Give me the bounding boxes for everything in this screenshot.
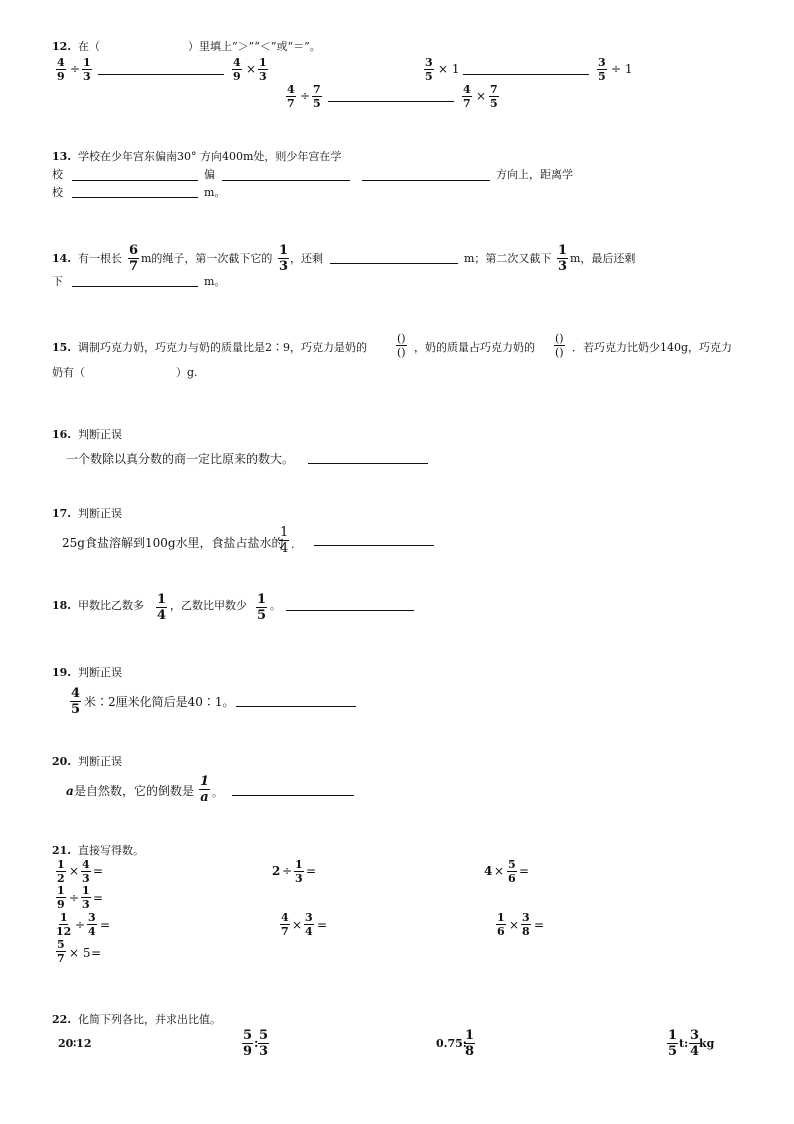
q12-c-fraction-2: $\frac{7}{5}$ <box>313 83 321 110</box>
q20-variable: a <box>66 784 74 798</box>
q16-answer-blank[interactable] <box>308 463 428 464</box>
q21-item4-operator: ÷ <box>69 891 80 905</box>
q21-item7-operator: × <box>509 918 520 932</box>
q14-text-5: m，最后还剩 <box>570 252 636 265</box>
q20-fraction: $\frac{1}{a}$ <box>200 774 210 805</box>
q12-prompt-end: ）里填上“＞”“＜”或“＝”。 <box>188 40 321 53</box>
q19-number: 19. <box>52 666 72 679</box>
q14-line2-end: m。 <box>204 275 226 288</box>
q12-number: 12. <box>52 40 72 53</box>
q17-fraction: $\frac{1}{4}$ <box>280 525 289 556</box>
q13-answer-blank-2[interactable] <box>222 180 350 181</box>
q12-a-fraction-1: $\frac{4}{9}$ <box>57 56 65 83</box>
q19-statement: 米∶2厘米化简后是40∶1。 <box>84 695 235 709</box>
q17-statement: 25g食盐溶解到100g水里，食盐占盐水的 <box>62 536 284 550</box>
q17-answer-blank[interactable] <box>314 545 434 546</box>
q13-answer-blank-4[interactable] <box>72 197 198 198</box>
q21-number: 21. <box>52 844 72 857</box>
q21-item1-fraction-b: $\frac{4}{3}$ <box>82 858 90 885</box>
q12-b-operator-1: × 1 <box>438 62 460 76</box>
q20-end: 。 <box>212 786 223 799</box>
q13-text-line1: 学校在少年宫东偏南30° 方向400m处，则少年宫在学 <box>78 150 342 163</box>
q16-number: 16. <box>52 428 72 441</box>
q22-ratio2-fraction-b: $\frac{5}{3}$ <box>259 1028 269 1059</box>
q22-ratio2-separator: : <box>254 1036 259 1050</box>
q14-text-3: ，还剩 <box>290 252 323 265</box>
q21-item6-fraction-b: $\frac{3}{4}$ <box>305 911 313 938</box>
q17-number: 17. <box>52 507 72 520</box>
q19-answer-blank[interactable] <box>236 706 356 707</box>
q15-text-2: ，奶的质量占巧克力奶的 <box>414 341 535 354</box>
q15-text-1: 调制巧克力奶，巧克力与奶的质量比是2∶9，巧克力是奶的 <box>78 341 367 354</box>
q12-b-operator-2: ÷ 1 <box>611 62 633 76</box>
q17-end: . <box>291 538 295 551</box>
q12-answer-blank-3[interactable] <box>328 101 454 102</box>
q22-title: 化简下列各比，并求出比值。 <box>78 1013 221 1026</box>
q14-length-fraction: $\frac{6}{7}$ <box>129 243 139 274</box>
q12-c-operator-1: ÷ <box>300 89 311 103</box>
q21-item6-equals: = <box>317 918 328 932</box>
q21-item4-fraction-b: $\frac{1}{3}$ <box>82 884 90 911</box>
q21-item8-operator: × 5 <box>69 946 91 960</box>
q18-answer-blank[interactable] <box>286 610 414 611</box>
q15-line2-end: ）g. <box>176 366 198 379</box>
q18-text-1: 甲数比乙数多 <box>78 599 144 612</box>
q12-c-operator-2: × <box>476 89 487 103</box>
q17-title: 判断正误 <box>78 507 122 520</box>
q16-statement: 一个数除以真分数的商一定比原来的数大。 <box>66 452 295 466</box>
q19-title: 判断正误 <box>78 666 122 679</box>
q12-c-fraction-1: $\frac{4}{7}$ <box>287 83 295 110</box>
q21-item4-equals: = <box>93 891 104 905</box>
q14-text-4: m；第二次又截下 <box>464 252 552 265</box>
q15-line2-start: 奶有（ <box>52 366 85 379</box>
q12-a-fraction-4: $\frac{1}{3}$ <box>259 56 267 83</box>
q13-text-line2-start: 校 <box>52 168 63 181</box>
q22-ratio4-fraction-b: $\frac{3}{4}$ <box>690 1028 700 1059</box>
q21-item5-operator: ÷ <box>75 918 86 932</box>
q21-title: 直接写得数。 <box>78 844 144 857</box>
q13-text-line3-start: 校 <box>52 186 63 199</box>
q15-fraction-blank-1[interactable]: () () <box>397 332 406 359</box>
q22-ratio-1: 20∶12 <box>58 1037 92 1050</box>
q20-number: 20. <box>52 755 72 768</box>
q22-ratio3-fraction: $\frac{1}{8}$ <box>465 1028 475 1059</box>
q19-fraction: $\frac{4}{5}$ <box>71 686 81 717</box>
q21-item1-fraction-a: $\frac{1}{2}$ <box>57 858 65 885</box>
q21-item4-fraction-a: $\frac{1}{9}$ <box>57 884 65 911</box>
q22-ratio4-unit-1: t: <box>679 1037 689 1050</box>
q22-ratio4-fraction-a: $\frac{1}{5}$ <box>668 1028 678 1059</box>
q21-item2-fraction: $\frac{1}{3}$ <box>295 858 303 885</box>
q21-item1-equals: = <box>93 864 104 878</box>
q12-answer-blank-2[interactable] <box>463 74 589 75</box>
q21-item5-fraction-a: $\frac{1}{12}$ <box>56 911 72 938</box>
q20-answer-blank[interactable] <box>232 795 354 796</box>
q21-item3-fraction: $\frac{5}{6}$ <box>508 858 516 885</box>
q18-text-3: 。 <box>270 599 281 612</box>
q13-number: 13. <box>52 150 72 163</box>
q15-text-3: ．若巧克力比奶少140g，巧克力 <box>572 341 733 354</box>
q12-prompt-start: 在（ <box>78 40 100 53</box>
q21-item3-equals: = <box>519 864 530 878</box>
q21-item8-fraction: $\frac{5}{7}$ <box>57 938 65 965</box>
q21-item7-equals: = <box>534 918 545 932</box>
q12-c-fraction-3: $\frac{4}{7}$ <box>463 83 471 110</box>
q22-number: 22. <box>52 1013 72 1026</box>
q14-answer-blank-2[interactable] <box>72 286 198 287</box>
q13-text-line2-end: 方向上，距离学 <box>496 168 573 181</box>
q14-text-1: 有一根长 <box>78 252 122 265</box>
q12-c-fraction-4: $\frac{7}{5}$ <box>490 83 498 110</box>
q21-item2-equals: = <box>306 864 317 878</box>
q22-ratio3-whole: 0.75: <box>436 1037 467 1050</box>
q21-item3-whole: 4 <box>484 864 493 878</box>
q14-second-cut-fraction: $\frac{1}{3}$ <box>558 243 568 274</box>
q14-number: 14. <box>52 252 72 265</box>
q15-fraction-blank-2[interactable]: () () <box>555 332 564 359</box>
q12-b-fraction-2: $\frac{3}{5}$ <box>598 56 606 83</box>
q14-answer-blank-1[interactable] <box>330 263 458 264</box>
q12-a-operator-2: × <box>246 62 257 76</box>
q21-item2-operator: ÷ <box>282 864 293 878</box>
q12-a-fraction-3: $\frac{4}{9}$ <box>233 56 241 83</box>
q21-item8-equals: = <box>91 946 102 960</box>
q20-title: 判断正误 <box>78 755 122 768</box>
q21-item2-whole: 2 <box>272 864 281 878</box>
q12-b-fraction-1: $\frac{3}{5}$ <box>425 56 433 83</box>
q13-answer-blank-3[interactable] <box>362 180 490 181</box>
q13-answer-blank-1[interactable] <box>72 180 198 181</box>
q21-item1-operator: × <box>69 864 80 878</box>
q14-text-2: m的绳子，第一次截下它的 <box>141 252 273 265</box>
q22-ratio2-fraction-a: $\frac{5}{9}$ <box>243 1028 253 1059</box>
q20-statement: 是自然数，它的倒数是 <box>74 784 195 798</box>
q16-title: 判断正误 <box>78 428 122 441</box>
q21-item7-fraction-a: $\frac{1}{6}$ <box>497 911 505 938</box>
q21-item6-fraction-a: $\frac{4}{7}$ <box>281 911 289 938</box>
q18-number: 18. <box>52 599 72 612</box>
q21-item5-equals: = <box>100 918 111 932</box>
q21-item5-fraction-b: $\frac{3}{4}$ <box>88 911 96 938</box>
q21-item7-fraction-b: $\frac{3}{8}$ <box>522 911 530 938</box>
q21-item6-operator: × <box>292 918 303 932</box>
q13-text-line3-end: m。 <box>204 186 226 199</box>
q12-a-operator-1: ÷ <box>70 62 81 76</box>
q18-fraction-1: $\frac{1}{4}$ <box>157 592 167 623</box>
q21-item3-operator: × <box>494 864 505 878</box>
q12-answer-blank-1[interactable] <box>98 74 224 75</box>
q13-text-line2-mid: 偏 <box>204 168 215 181</box>
q15-number: 15. <box>52 341 72 354</box>
q14-first-cut-fraction: $\frac{1}{3}$ <box>279 243 289 274</box>
q12-a-fraction-2: $\frac{1}{3}$ <box>83 56 91 83</box>
q18-fraction-2: $\frac{1}{5}$ <box>257 592 267 623</box>
q18-text-2: ，乙数比甲数少 <box>170 599 247 612</box>
q14-line2-start: 下 <box>52 275 63 288</box>
q22-ratio4-unit-2: kg <box>699 1037 715 1050</box>
